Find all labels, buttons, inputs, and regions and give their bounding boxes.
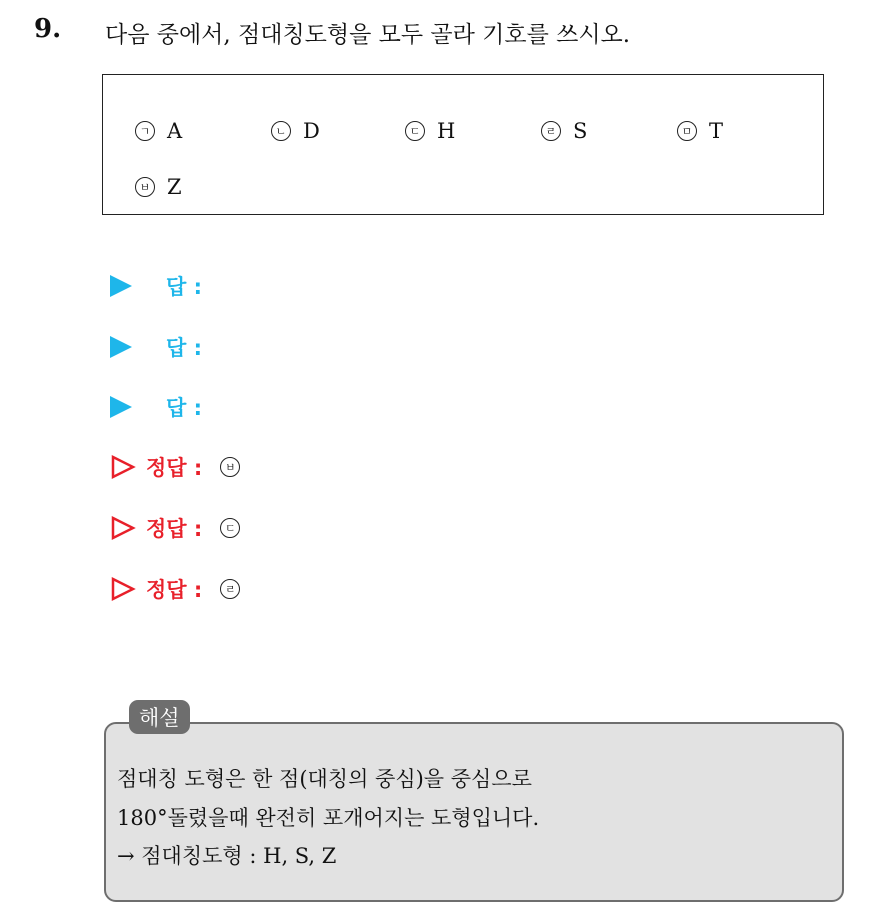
play-triangle-icon	[110, 275, 132, 297]
key-value: ㅂ	[220, 457, 240, 477]
answer-label: 답 :	[166, 275, 202, 299]
choice-h	[405, 119, 455, 143]
choice-letter: T	[709, 119, 724, 143]
choice-letter: S	[573, 119, 588, 143]
outline-triangle-icon	[110, 515, 136, 541]
choice-z	[135, 175, 182, 199]
question-text: 다음 중에서, 점대칭도형을 모두 골라 기호를 쓰시오.	[105, 22, 631, 48]
choice-mark: ㄱ	[135, 121, 155, 141]
outline-triangle-icon	[110, 576, 136, 602]
outline-triangle-icon	[110, 454, 136, 480]
choices-box	[102, 74, 824, 215]
answer-row	[110, 392, 202, 422]
choice-mark: ㅂ	[135, 177, 155, 197]
answer-row	[110, 332, 202, 362]
choice-letter: Z	[167, 175, 182, 199]
choice-a	[135, 119, 182, 143]
choice-d	[271, 119, 320, 143]
choice-letter: A	[167, 119, 183, 143]
explanation-line: 180°돌렸을때 완전히 포개어지는 도형입니다.	[117, 806, 540, 830]
choice-mark: ㄷ	[405, 121, 425, 141]
question-number: 9.	[34, 14, 62, 44]
choice-t	[677, 119, 723, 143]
key-label: 정답 :	[146, 517, 203, 541]
choice-letter: D	[303, 119, 320, 143]
answer-label: 답 :	[166, 396, 202, 420]
key-value: ㄷ	[220, 518, 240, 538]
choice-letter: H	[437, 119, 456, 143]
answer-row	[110, 271, 202, 301]
explanation-tab: 해설	[129, 700, 190, 734]
key-row	[110, 452, 240, 482]
answer-label: 답 :	[166, 336, 202, 360]
key-row	[110, 574, 240, 604]
choice-mark: ㄹ	[541, 121, 561, 141]
key-label: 정답 :	[146, 456, 203, 480]
choice-mark: ㄴ	[271, 121, 291, 141]
choice-s	[541, 119, 587, 143]
key-row	[110, 513, 240, 543]
explanation-line: 점대칭 도형은 한 점(대칭의 중심)을 중심으로	[117, 767, 532, 791]
play-triangle-icon	[110, 396, 132, 418]
choice-mark: ㅁ	[677, 121, 697, 141]
key-label: 정답 :	[146, 578, 203, 602]
explanation-line: → 점대칭도형 : H, S, Z	[117, 844, 337, 868]
key-value: ㄹ	[220, 579, 240, 599]
play-triangle-icon	[110, 336, 132, 358]
